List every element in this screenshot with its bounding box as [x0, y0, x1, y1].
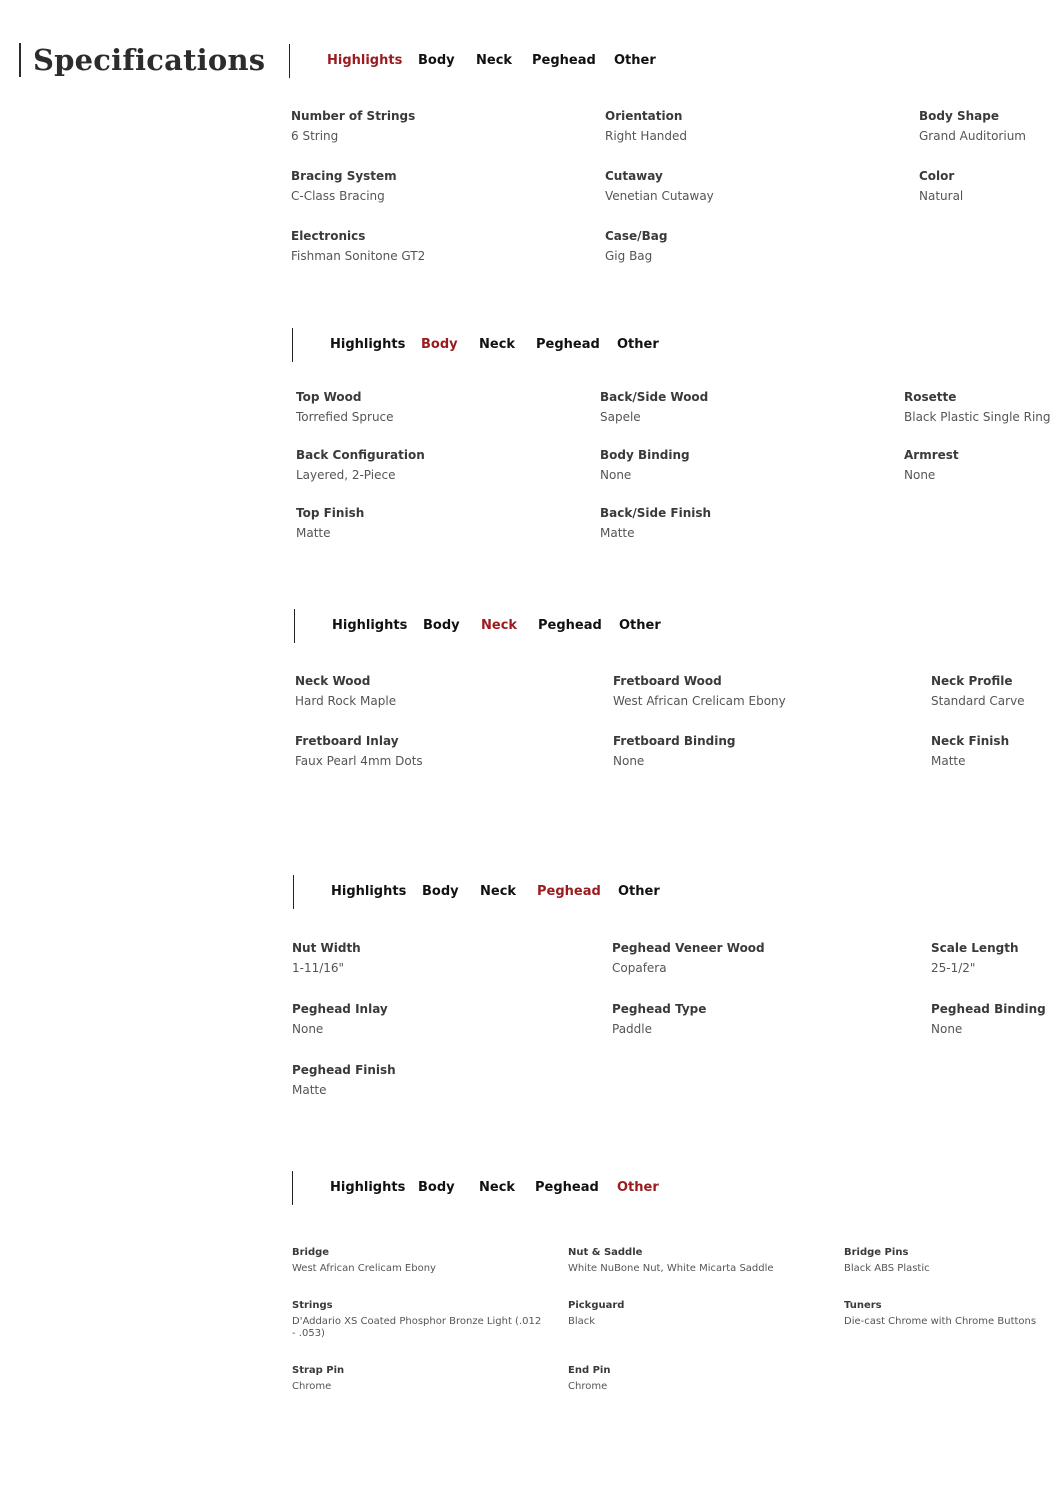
spec-value: Matte	[292, 1083, 327, 1097]
spec-value: None	[600, 468, 632, 482]
spec-value: C-Class Bracing	[291, 189, 385, 203]
spec-label: End Pin	[568, 1365, 611, 1376]
spec-item	[931, 733, 1009, 769]
spec-item	[295, 673, 396, 709]
spec-value: Chrome	[292, 1381, 332, 1392]
spec-label: Armrest	[904, 448, 959, 462]
spec-value: Right Handed	[605, 129, 688, 143]
spec-item	[613, 733, 735, 769]
spec-label: Nut & Saddle	[568, 1247, 643, 1258]
spec-label: Scale Length	[931, 941, 1019, 955]
spec-value: None	[904, 468, 936, 482]
tab-peghead[interactable]: Peghead	[536, 337, 600, 352]
spec-item	[291, 108, 415, 144]
spec-label: Back Configuration	[296, 448, 425, 462]
spec-value: Black Plastic Single Ring	[904, 410, 1051, 424]
spec-label: Tuners	[844, 1300, 882, 1311]
spec-item	[292, 1246, 436, 1275]
spec-value: West African Crelicam Ebony	[292, 1263, 436, 1274]
spec-value: Torrefied Spruce	[296, 410, 394, 424]
spec-value: 1-11/16"	[292, 961, 345, 975]
tab-neck[interactable]: Neck	[476, 53, 513, 68]
spec-label: Cutaway	[605, 169, 663, 183]
spec-value: Chrome	[568, 1381, 608, 1392]
spec-item	[613, 673, 786, 709]
tab-body[interactable]: Body	[423, 618, 460, 633]
spec-label: Pickguard	[568, 1300, 625, 1311]
spec-label: Fretboard Inlay	[295, 734, 399, 748]
spec-value: Fishman Sonitone GT2	[291, 249, 426, 263]
spec-label: Strap Pin	[292, 1365, 345, 1376]
spec-value: Hard Rock Maple	[295, 694, 397, 708]
spec-item	[612, 1001, 706, 1037]
spec-value: D'Addario XS Coated Phosphor Bronze Light (.012 - .053)	[292, 1316, 542, 1339]
tab-peghead[interactable]: Peghead	[538, 618, 602, 633]
spec-item	[605, 108, 687, 144]
spec-item	[295, 733, 423, 769]
spec-item	[605, 228, 667, 264]
tab-neck[interactable]: Neck	[481, 618, 518, 633]
spec-tabs-other	[292, 1171, 713, 1205]
spec-label: Neck Profile	[931, 674, 1013, 688]
spec-label: Back/Side Finish	[600, 506, 712, 520]
spec-label: Back/Side Wood	[600, 390, 709, 404]
spec-item	[600, 389, 708, 425]
spec-label: Rosette	[904, 390, 957, 404]
spec-value: Gig Bag	[605, 249, 653, 263]
spec-item	[568, 1364, 610, 1393]
spec-label: Bridge Pins	[844, 1247, 909, 1258]
spec-value: Matte	[931, 754, 966, 768]
spec-item	[292, 1062, 396, 1098]
spec-value: West African Crelicam Ebony	[613, 694, 786, 708]
spec-label: Neck Wood	[295, 674, 371, 688]
spec-item	[605, 168, 714, 204]
tab-other[interactable]: Other	[617, 337, 659, 352]
spec-value: Venetian Cutaway	[605, 189, 714, 203]
spec-item	[931, 940, 1018, 976]
spec-label: Peghead Finish	[292, 1063, 396, 1077]
spec-label: Top Finish	[296, 506, 365, 520]
page-title: Specifications	[33, 43, 266, 77]
spec-label: Body Shape	[919, 109, 999, 123]
spec-item	[568, 1246, 774, 1275]
spec-item	[600, 447, 690, 483]
tab-highlights[interactable]: Highlights	[330, 337, 406, 352]
spec-value: Paddle	[612, 1022, 653, 1036]
spec-item	[292, 1299, 547, 1340]
spec-label: Number of Strings	[291, 109, 416, 123]
spec-label: Peghead Veneer Wood	[612, 941, 765, 955]
spec-label: Top Wood	[296, 390, 362, 404]
spec-tabs-peghead	[293, 875, 714, 909]
spec-label: Bracing System	[291, 169, 397, 183]
spec-label: Case/Bag	[605, 229, 668, 243]
spec-value: Matte	[600, 526, 635, 540]
spec-label: Nut Width	[292, 941, 361, 955]
spec-value: Grand Auditorium	[919, 129, 1026, 143]
spec-label: Strings	[292, 1300, 333, 1311]
spec-label: Electronics	[291, 229, 366, 243]
tab-neck[interactable]: Neck	[479, 1180, 516, 1195]
tab-body[interactable]: Body	[418, 53, 455, 68]
spec-item	[919, 168, 963, 204]
tab-highlights[interactable]: Highlights	[331, 884, 407, 899]
spec-value: Sapele	[600, 410, 641, 424]
spec-label: Neck Finish	[931, 734, 1010, 748]
tab-body[interactable]: Body	[418, 1180, 455, 1195]
spec-tabs-body	[292, 328, 713, 362]
spec-item	[919, 108, 1026, 144]
spec-value: Standard Carve	[931, 694, 1025, 708]
spec-value: Black ABS Plastic	[844, 1263, 930, 1274]
spec-item	[292, 940, 361, 976]
spec-item	[904, 447, 959, 483]
spec-label: Fretboard Binding	[613, 734, 736, 748]
spec-value: White NuBone Nut, White Micarta Saddle	[568, 1263, 774, 1274]
spec-tabs-highlights	[289, 44, 710, 78]
spec-label: Peghead Binding	[931, 1002, 1046, 1016]
tab-neck[interactable]: Neck	[480, 884, 517, 899]
tab-other[interactable]: Other	[618, 884, 660, 899]
tab-highlights[interactable]: Highlights	[332, 618, 408, 633]
spec-item	[844, 1246, 930, 1275]
spec-item	[291, 228, 425, 264]
spec-label: Peghead Type	[612, 1002, 707, 1016]
tab-other[interactable]: Other	[619, 618, 661, 633]
spec-item	[931, 1001, 1046, 1037]
spec-item	[931, 673, 1025, 709]
tab-other[interactable]: Other	[617, 1180, 659, 1195]
spec-item	[292, 1364, 344, 1393]
spec-value: None	[613, 754, 645, 768]
page-title-wrap	[19, 43, 265, 77]
spec-item	[296, 389, 394, 425]
spec-item	[296, 505, 364, 541]
spec-item	[904, 389, 1051, 425]
tab-other[interactable]: Other	[614, 53, 656, 68]
spec-value: Die-cast Chrome with Chrome Buttons	[844, 1316, 1037, 1327]
spec-value: Layered, 2-Piece	[296, 468, 396, 482]
spec-value: 6 String	[291, 129, 339, 143]
spec-item	[844, 1299, 1036, 1328]
spec-label: Peghead Inlay	[292, 1002, 388, 1016]
tab-body[interactable]: Body	[422, 884, 459, 899]
tab-body[interactable]: Body	[421, 337, 458, 352]
spec-value: Natural	[919, 189, 964, 203]
spec-value: 25-1/2"	[931, 961, 976, 975]
spec-label: Orientation	[605, 109, 683, 123]
tab-peghead[interactable]: Peghead	[532, 53, 596, 68]
spec-value: Black	[568, 1316, 596, 1327]
spec-tabs-neck	[294, 609, 715, 643]
spec-value: Matte	[296, 526, 331, 540]
spec-item	[291, 168, 397, 204]
spec-label: Bridge	[292, 1247, 330, 1258]
spec-value: None	[292, 1022, 324, 1036]
spec-item	[292, 1001, 388, 1037]
spec-label: Fretboard Wood	[613, 674, 722, 688]
spec-value: Copafera	[612, 961, 667, 975]
spec-item	[568, 1299, 624, 1328]
tab-neck[interactable]: Neck	[479, 337, 516, 352]
spec-label: Body Binding	[600, 448, 690, 462]
spec-label: Color	[919, 169, 955, 183]
spec-item	[612, 940, 765, 976]
tab-highlights[interactable]: Highlights	[330, 1180, 406, 1195]
tab-peghead[interactable]: Peghead	[535, 1180, 599, 1195]
spec-item	[600, 505, 711, 541]
tab-peghead[interactable]: Peghead	[537, 884, 601, 899]
spec-value: Faux Pearl 4mm Dots	[295, 754, 423, 768]
spec-item	[296, 447, 425, 483]
tab-highlights[interactable]: Highlights	[327, 53, 403, 68]
spec-value: None	[931, 1022, 963, 1036]
